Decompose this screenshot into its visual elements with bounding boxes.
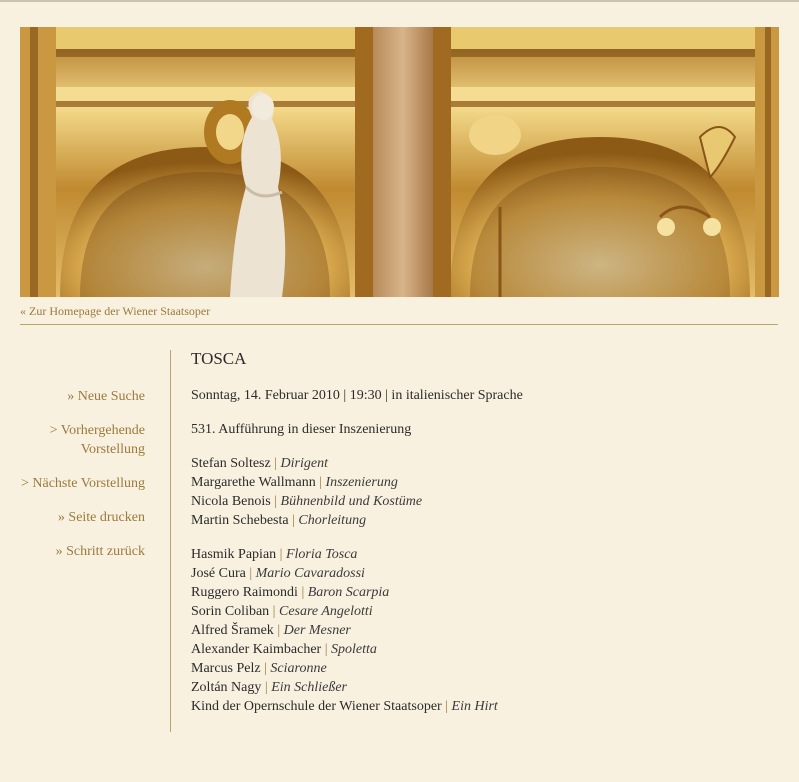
cast-row	[191, 564, 771, 583]
person-name: José Cura	[191, 566, 246, 581]
top-border	[0, 0, 799, 2]
separator: |	[249, 566, 253, 581]
next-performance-link[interactable]: > Nächste Vorstellung	[20, 476, 145, 491]
person-name: Alfred Šramek	[191, 623, 274, 638]
person-role: Der Mesner	[283, 623, 351, 638]
person-role: Mario Cavaradossi	[255, 566, 365, 581]
separator: |	[301, 585, 305, 600]
person-role: Ein Schließer	[271, 680, 347, 695]
credit-row	[191, 492, 771, 511]
performance-count: 531. Aufführung in dieser Inszenierung	[191, 422, 412, 437]
separator: |	[264, 680, 268, 695]
person-role: Chorleitung	[298, 513, 367, 528]
print-page-link[interactable]: » Seite drucken	[57, 510, 145, 525]
header-image	[20, 27, 779, 297]
person-name: Ruggero Raimondi	[191, 585, 298, 600]
separator: |	[292, 513, 295, 528]
opera-ceiling-illustration	[20, 27, 779, 297]
person-name: Hasmik Papian	[191, 547, 277, 562]
person-name: Stefan Soltesz	[191, 456, 271, 471]
person-name: Martin Schebesta	[191, 513, 289, 528]
previous-performance-link[interactable]: > Vorhergehende Vorstellung	[49, 423, 145, 457]
person-role: Baron Scarpia	[307, 585, 390, 600]
separator: |	[445, 699, 449, 714]
cast-row	[191, 602, 771, 621]
person-role: Dirigent	[280, 456, 328, 471]
person-role: Ein Hirt	[451, 699, 498, 714]
homepage-link[interactable]: « Zur Homepage der Wiener Staatsoper	[20, 304, 211, 318]
separator: |	[279, 547, 283, 562]
separator: |	[272, 604, 276, 619]
person-role: Inszenierung	[325, 475, 398, 490]
person-role: Spoletta	[331, 642, 377, 657]
person-role: Floria Tosca	[285, 547, 358, 562]
person-name: Margarethe Wallmann	[191, 475, 316, 490]
credit-row	[191, 473, 771, 492]
performance-details	[191, 349, 771, 731]
person-role: Sciaronne	[270, 661, 327, 676]
separator: |	[319, 475, 323, 490]
horizontal-divider	[20, 324, 778, 325]
new-search-link[interactable]: » Neue Suche	[67, 389, 145, 404]
cast-row	[191, 697, 771, 716]
date-line: Sonntag, 14. Februar 2010 | 19:30 | in italienischer Sprache	[191, 388, 523, 403]
sidebar-nav	[20, 387, 145, 576]
person-name: Alexander Kaimbacher	[191, 642, 322, 657]
separator: |	[274, 456, 278, 471]
person-name: Zoltán Nagy	[191, 680, 262, 695]
person-name: Marcus Pelz	[191, 661, 261, 676]
separator: |	[277, 623, 281, 638]
cast-row	[191, 678, 771, 697]
separator: |	[274, 494, 278, 509]
separator: |	[324, 642, 328, 657]
separator: |	[264, 661, 267, 676]
cast-row	[191, 640, 771, 659]
vertical-divider	[170, 350, 171, 732]
credit-row	[191, 511, 771, 530]
person-role: Cesare Angelotti	[278, 604, 373, 619]
page-title: TOSCA	[191, 349, 247, 368]
credit-row	[191, 454, 771, 473]
cast-row	[191, 583, 771, 602]
person-name: Kind der Opernschule der Wiener Staatsoper	[191, 699, 442, 714]
cast-row	[191, 545, 771, 564]
person-name: Nicola Benois	[191, 494, 271, 509]
person-name: Sorin Coliban	[191, 604, 270, 619]
cast-row	[191, 659, 771, 678]
person-role: Bühnenbild und Kostüme	[280, 494, 423, 509]
production-team-list	[191, 454, 771, 530]
cast-list	[191, 545, 771, 716]
step-back-link[interactable]: » Schritt zurück	[55, 544, 145, 559]
cast-row	[191, 621, 771, 640]
